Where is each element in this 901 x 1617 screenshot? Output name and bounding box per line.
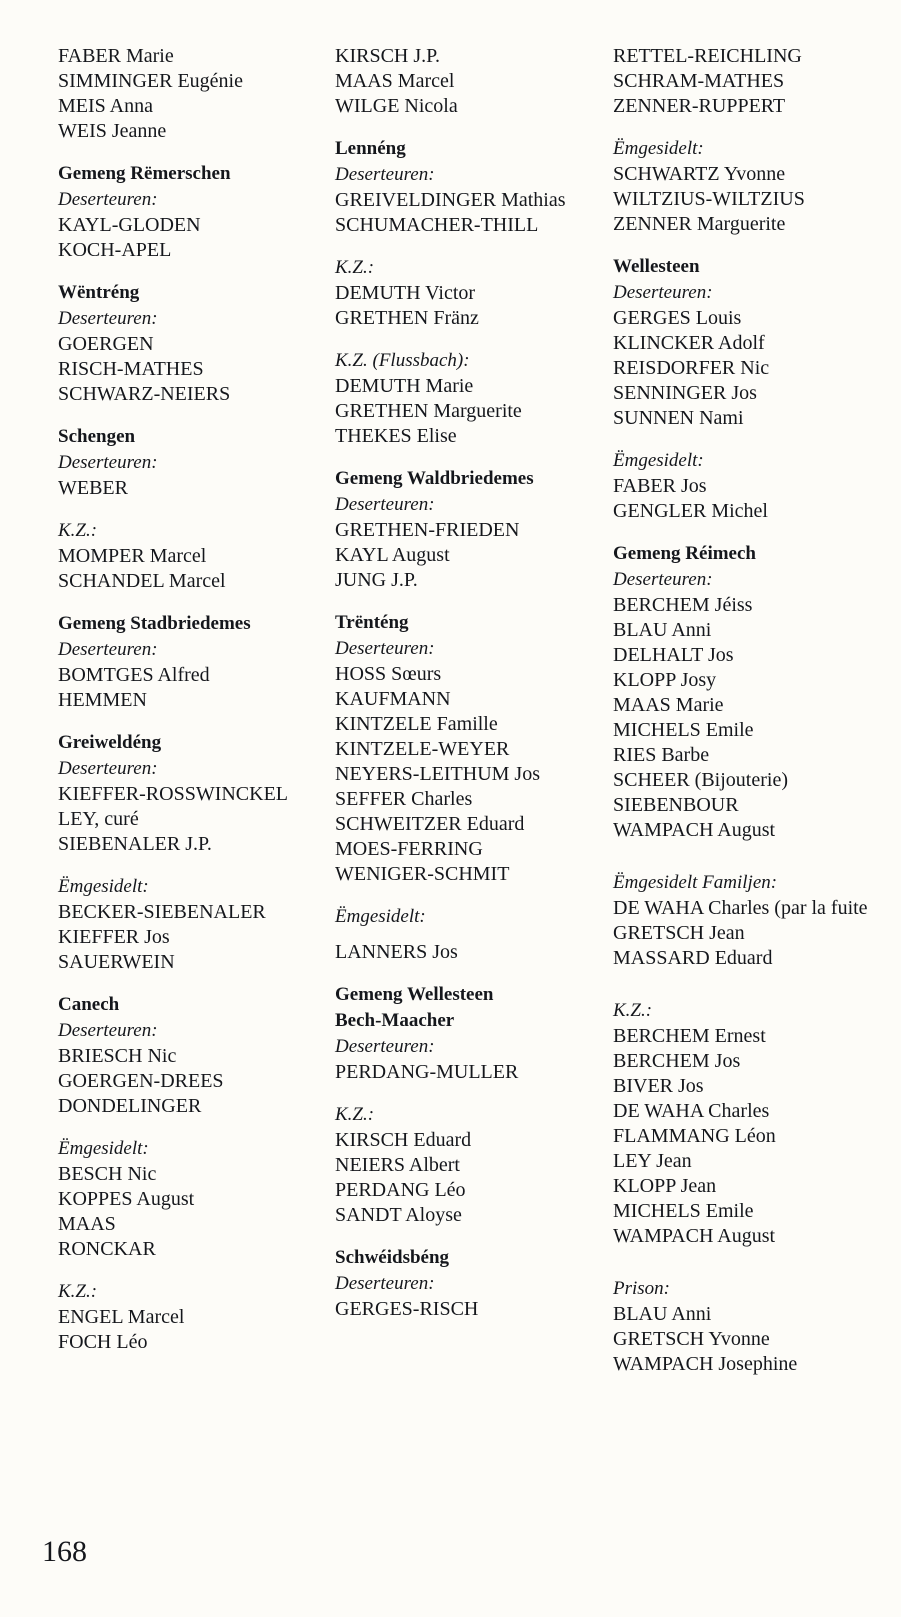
list-item: DONDELINGER <box>58 1095 202 1117</box>
list-item: FLAMMANG Léon <box>613 1125 776 1147</box>
section-heading: Schwéidsbéng <box>335 1247 450 1268</box>
name-block <box>335 466 579 593</box>
list-item: MAAS Marcel <box>335 70 455 92</box>
name-block <box>613 1266 897 1377</box>
list-item: GERGES-RISCH <box>335 1298 479 1320</box>
spacer <box>613 988 897 998</box>
name-block <box>58 1279 289 1355</box>
section-subheading: K.Z.: <box>613 1000 653 1021</box>
list-item: LEY, curé <box>58 808 139 830</box>
section-subheading: Ëmgesidelt: <box>335 906 426 927</box>
list-item: FABER Marie <box>58 45 174 67</box>
name-block <box>613 44 897 119</box>
name-block <box>613 860 897 971</box>
list-item: DELHALT Jos <box>613 644 734 666</box>
list-item: JUNG J.P. <box>335 569 418 591</box>
name-block <box>613 254 897 431</box>
spacer <box>613 1266 897 1276</box>
section-subheading: Deserteuren: <box>58 639 158 660</box>
section-subheading: K.Z.: <box>58 1281 98 1302</box>
column-left <box>0 44 295 1355</box>
text-columns <box>0 44 901 1474</box>
name-block <box>335 255 579 331</box>
section-subheading: Ëmgesidelt: <box>58 876 149 897</box>
list-item: KLINCKER Adolf <box>613 332 765 354</box>
list-item: FABER Jos <box>613 475 707 497</box>
list-item: RIES Barbe <box>613 744 710 766</box>
list-item: GRETHEN Marguerite <box>335 400 522 422</box>
list-item: KOCH-APEL <box>58 239 172 261</box>
list-item: KAYL-GLODEN <box>58 214 201 236</box>
list-item: RONCKAR <box>58 1238 156 1260</box>
list-item: WAMPACH Josephine <box>613 1353 798 1375</box>
list-item: MASSARD Eduard <box>613 947 773 969</box>
section-subheading: Deserteuren: <box>58 452 158 473</box>
list-item: GREIVELDINGER Mathias <box>335 189 566 211</box>
name-block <box>335 904 579 965</box>
section-subheading: K.Z.: <box>335 1104 375 1125</box>
list-item: DEMUTH Victor <box>335 282 476 304</box>
list-item: MICHELS Emile <box>613 719 754 741</box>
section-heading: Wëntréng <box>58 282 140 303</box>
list-item: NEYERS-LEITHUM Jos <box>335 763 540 785</box>
list-item: GRETSCH Jean <box>613 922 745 944</box>
list-item: SCHWEITZER Eduard <box>335 813 525 835</box>
list-item: BECKER-SIEBENALER <box>58 901 266 923</box>
name-block <box>335 1245 579 1322</box>
section-heading: Gemeng Rëmerschen <box>58 163 231 184</box>
name-block <box>58 992 289 1119</box>
name-block <box>58 518 289 594</box>
list-item: SCHUMACHER-THILL <box>335 214 539 236</box>
section-subheading: Deserteuren: <box>335 164 435 185</box>
list-item: BERCHEM Jéiss <box>613 594 753 616</box>
list-item: KLOPP Jean <box>613 1175 717 1197</box>
list-item: BLAU Anni <box>613 619 712 641</box>
list-item: GRETHEN-FRIEDEN <box>335 519 520 541</box>
section-subheading: K.Z. (Flussbach): <box>335 350 470 371</box>
list-item: SEFFER Charles <box>335 788 473 810</box>
list-item: KINTZELE Famille <box>335 713 498 735</box>
list-item: RISCH-MATHES <box>58 358 204 380</box>
list-item: SCHWARZ-NEIERS <box>58 383 231 405</box>
name-block <box>58 874 289 975</box>
section-subheading: Ëmgesidelt: <box>58 1138 149 1159</box>
list-item: ZENNER Marguerite <box>613 213 786 235</box>
list-item: GERGES Louis <box>613 307 742 329</box>
list-item: KIRSCH Eduard <box>335 1129 472 1151</box>
list-item: GOERGEN-DREES <box>58 1070 224 1092</box>
list-item: GRETHEN Fränz <box>335 307 479 329</box>
list-item: LANNERS Jos <box>335 941 458 963</box>
section-heading: Schengen <box>58 426 136 447</box>
section-heading: Wellesteen <box>613 256 700 277</box>
list-item: WILTZIUS-WILTZIUS <box>613 188 805 210</box>
list-item: KAUFMANN <box>335 688 451 710</box>
list-item: BLAU Anni <box>613 1303 712 1325</box>
list-item: KLOPP Josy <box>613 669 717 691</box>
name-block <box>335 1102 579 1228</box>
list-item: KIEFFER-ROSSWINCKEL <box>58 783 289 805</box>
section-heading: Gemeng Wellesteen <box>335 984 494 1005</box>
list-item: PERDANG Léo <box>335 1179 466 1201</box>
list-item: BRIESCH Nic <box>58 1045 177 1067</box>
list-item: KOPPES August <box>58 1188 195 1210</box>
name-block <box>613 448 897 524</box>
list-item: DE WAHA Charles <box>613 1100 770 1122</box>
section-heading: Greiweldéng <box>58 732 162 753</box>
list-item: NEIERS Albert <box>335 1154 460 1176</box>
section-heading: Gemeng Waldbriedemes <box>335 468 534 489</box>
list-item: GENGLER Michel <box>613 500 768 522</box>
name-block <box>335 44 579 119</box>
list-item: SCHWARTZ Yvonne <box>613 163 786 185</box>
name-block <box>613 541 897 843</box>
list-item: PERDANG-MULLER <box>335 1061 519 1083</box>
list-item: WILGE Nicola <box>335 95 458 117</box>
section-heading: Gemeng Stadbriedemes <box>58 613 251 634</box>
list-item: MICHELS Emile <box>613 1200 754 1222</box>
name-block <box>58 611 289 713</box>
section-heading: Canech <box>58 994 120 1015</box>
list-item: GRETSCH Yvonne <box>613 1328 770 1350</box>
page-number: 168 <box>42 1535 87 1568</box>
section-subheading: Deserteuren: <box>58 308 158 329</box>
list-item: ZENNER-RUPPERT <box>613 95 786 117</box>
list-item: SIEBENALER J.P. <box>58 833 212 855</box>
list-item: MAAS <box>58 1213 116 1235</box>
section-heading: Trënténg <box>335 612 409 633</box>
list-item: SUNNEN Nami <box>613 407 744 429</box>
list-item: MEIS Anna <box>58 95 153 117</box>
list-item: BIVER Jos <box>613 1075 704 1097</box>
name-block <box>58 161 289 263</box>
list-item: GOERGEN <box>58 333 154 355</box>
list-item: HOSS Sœurs <box>335 663 442 685</box>
list-item: FOCH Léo <box>58 1331 148 1353</box>
name-block <box>335 136 579 238</box>
name-block <box>58 424 289 501</box>
section-subheading: Deserteuren: <box>58 189 158 210</box>
section-subheading: K.Z.: <box>58 520 98 541</box>
list-item: WEBER <box>58 477 128 499</box>
list-item: HEMMEN <box>58 689 147 711</box>
list-item: MOES-FERRING <box>335 838 483 860</box>
section-subheading: Deserteuren: <box>613 282 713 303</box>
list-item: KINTZELE-WEYER <box>335 738 510 760</box>
name-block <box>335 610 579 887</box>
name-block <box>335 348 579 449</box>
list-item: SANDT Aloyse <box>335 1204 462 1226</box>
section-subheading: Deserteuren: <box>58 1020 158 1041</box>
name-block <box>58 44 289 144</box>
name-block <box>58 280 289 407</box>
list-item: KIEFFER Jos <box>58 926 170 948</box>
name-block <box>58 1136 289 1262</box>
list-item: SENNINGER Jos <box>613 382 757 404</box>
section-subheading: Ëmgesidelt: <box>613 450 704 471</box>
list-item: KAYL August <box>335 544 450 566</box>
section-subheading: Deserteuren: <box>613 569 713 590</box>
section-heading-secondary: Bech-Maacher <box>335 1010 455 1031</box>
list-item: DEMUTH Marie <box>335 375 474 397</box>
column-middle <box>295 44 585 1322</box>
name-block <box>335 982 579 1085</box>
list-item: SCHRAM-MATHES <box>613 70 785 92</box>
list-item: REISDORFER Nic <box>613 357 770 379</box>
name-block <box>58 730 289 857</box>
list-item: BERCHEM Ernest <box>613 1025 766 1047</box>
section-subheading: Deserteuren: <box>335 494 435 515</box>
section-subheading: Deserteuren: <box>335 638 435 659</box>
list-item: ENGEL Marcel <box>58 1306 185 1328</box>
list-item: WAMPACH August <box>613 1225 776 1247</box>
column-right <box>585 44 901 1377</box>
section-subheading: K.Z.: <box>335 257 375 278</box>
section-subheading: Ëmgesidelt Familjen: <box>613 872 778 893</box>
section-subheading: Ëmgesidelt: <box>613 138 704 159</box>
section-subheading: Prison: <box>613 1278 670 1299</box>
list-item: SCHEER (Bijouterie) <box>613 769 788 791</box>
list-item: WAMPACH August <box>613 819 776 841</box>
section-subheading: Deserteuren: <box>335 1036 435 1057</box>
section-subheading: Deserteuren: <box>335 1273 435 1294</box>
list-item: LEY Jean <box>613 1150 692 1172</box>
name-block <box>613 136 897 237</box>
list-item: RETTEL-REICHLING <box>613 45 802 67</box>
list-item: SAUERWEIN <box>58 951 175 973</box>
list-item: MAAS Marie <box>613 694 724 716</box>
spacer <box>613 860 897 870</box>
list-item: THEKES Elise <box>335 425 457 447</box>
section-heading: Gemeng Réimech <box>613 543 756 564</box>
list-item: DE WAHA Charles (par la fuite <box>613 897 868 919</box>
spacer <box>335 930 579 940</box>
section-heading: Lennéng <box>335 138 406 159</box>
section-subheading: Deserteuren: <box>58 758 158 779</box>
list-item: SIMMINGER Eugénie <box>58 70 243 92</box>
list-item: SIEBENBOUR <box>613 794 739 816</box>
list-item: MOMPER Marcel <box>58 545 207 567</box>
list-item: KIRSCH J.P. <box>335 45 441 67</box>
list-item: WENIGER-SCHMIT <box>335 863 510 885</box>
list-item: BOMTGES Alfred <box>58 664 210 686</box>
name-block <box>613 988 897 1249</box>
list-item: BESCH Nic <box>58 1163 157 1185</box>
list-item: WEIS Jeanne <box>58 120 167 142</box>
list-item: SCHANDEL Marcel <box>58 570 226 592</box>
list-item: BERCHEM Jos <box>613 1050 741 1072</box>
